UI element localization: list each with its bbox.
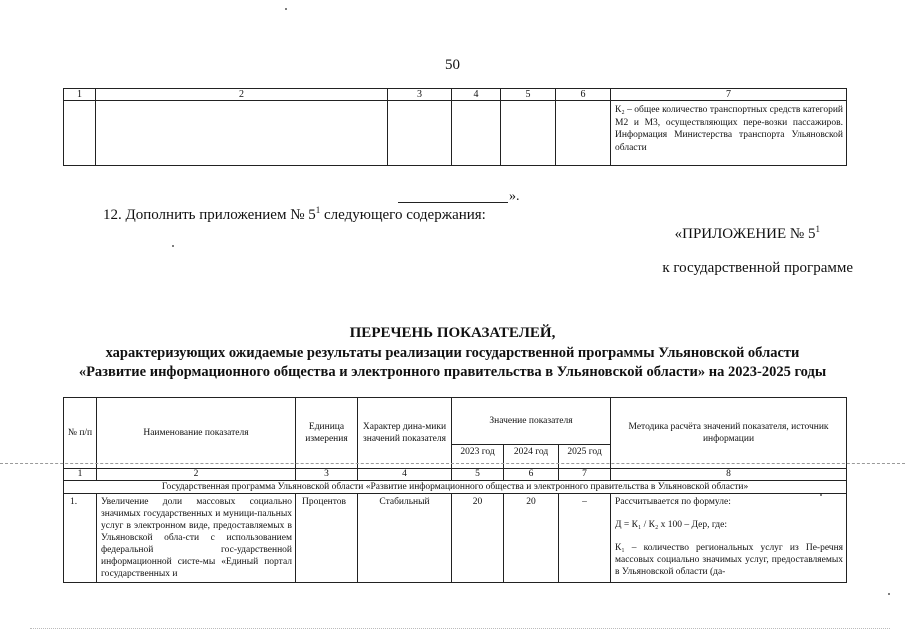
empty-cell [556,101,611,166]
amendment-superscript: 1 [315,205,321,215]
amendment-text-after: следующего содержания: [320,207,486,223]
appendix-subtitle: к государственной программе [662,260,853,276]
header-unit: Единица измерения [296,398,358,469]
column-number: 7 [611,89,847,101]
k2-definition: К₂ – общее количество транспортных средств категорий М2 и М3, осуществляющих пере-возки пассажиров. Информация Министерства транспорта Ульяновской области [611,101,847,166]
table-row [64,494,847,583]
column-number: 2 [96,89,388,101]
signature-line [398,188,508,203]
column-number: 5 [501,89,556,101]
appendix-title [640,224,820,243]
row-number: 1. [64,494,97,583]
method-intro: Рассчитывается по формуле: [615,497,731,507]
scan-speck [172,245,174,247]
header-year-2023: 2023 год [452,445,504,469]
scan-fold-line [0,463,905,464]
scan-speck [820,494,822,496]
indicator-dynamics: Стабильный [358,494,452,583]
empty-cell [388,101,452,166]
indicators-table [63,397,847,583]
column-number-row [64,89,847,101]
empty-cell [501,101,556,166]
amendment-text [103,205,486,224]
header-method: Методика расчёта значений показателя, источник информации [611,398,847,469]
program-row [64,481,847,494]
value-2025: – [559,494,611,583]
header-name: Наименование показателя [97,398,296,469]
header-row [64,398,847,445]
header-year-2025: 2025 год [559,445,611,469]
empty-cell [452,101,501,166]
program-title: Государственная программа Ульяновской области «Развитие информационного общества и электронного правительства в Ульяновской области» [64,481,847,494]
appendix-title-text: «ПРИЛОЖЕНИЕ № 5 [674,226,816,242]
column-number: 4 [358,469,452,481]
heading-line-1: ПЕРЕЧЕНЬ ПОКАЗАТЕЛЕЙ, [349,325,556,341]
column-number: 6 [556,89,611,101]
column-number: 1 [64,89,96,101]
table-row [64,101,847,166]
empty-cell [96,101,388,166]
scan-speck [888,593,890,595]
method-k1: К₁ – количество региональных услуг из Пе-речня массовых социально значимых услуг, предоставляемых в Ульяновской области (да- [615,543,844,577]
indicator-name: Увеличение доли массовых социально значимых государственных и муници-пальных услуг в электронном виде, предоставляемых в Ульяновской обла-сти с использованием федеральной гос-ударственной информационной систе-мы «Единый портал государственных и [97,494,296,583]
column-number: 7 [559,469,611,481]
header-year-2024: 2024 год [504,445,559,469]
indicator-unit: Процентов [296,494,358,583]
heading-line-3: «Развитие информационного общества и электронного правительства в Ульяновской области» на 2023-2025 годы [78,364,827,380]
heading-line-2: характеризующих ожидаемые результаты реализации государственной программы Ульяновской области [105,345,800,361]
value-2023: 20 [452,494,504,583]
column-number-row [64,469,847,481]
method-cell [611,494,847,583]
page-number: 50 [445,57,460,73]
header-dynamics: Характер дина-мики значений показателя [358,398,452,469]
value-2024: 20 [504,494,559,583]
column-number: 2 [97,469,296,481]
header-num: № п/п [64,398,97,469]
empty-cell [64,101,96,166]
scan-edge-noise [30,628,890,629]
column-number: 3 [388,89,452,101]
column-number: 8 [611,469,847,481]
column-number: 1 [64,469,97,481]
column-number: 3 [296,469,358,481]
column-number: 5 [452,469,504,481]
appendix-superscript: 1 [815,224,820,234]
column-number: 4 [452,89,501,101]
method-formula: Д = К₁ / К₂ х 100 – Дер, где: [615,520,727,530]
scan-speck [285,8,287,10]
column-number: 6 [504,469,559,481]
continuation-table [63,88,847,166]
header-value-group: Значение показателя [452,398,611,445]
closing-quote: ». [509,189,520,204]
amendment-text-before: 12. Дополнить приложением № 5 [103,207,316,223]
